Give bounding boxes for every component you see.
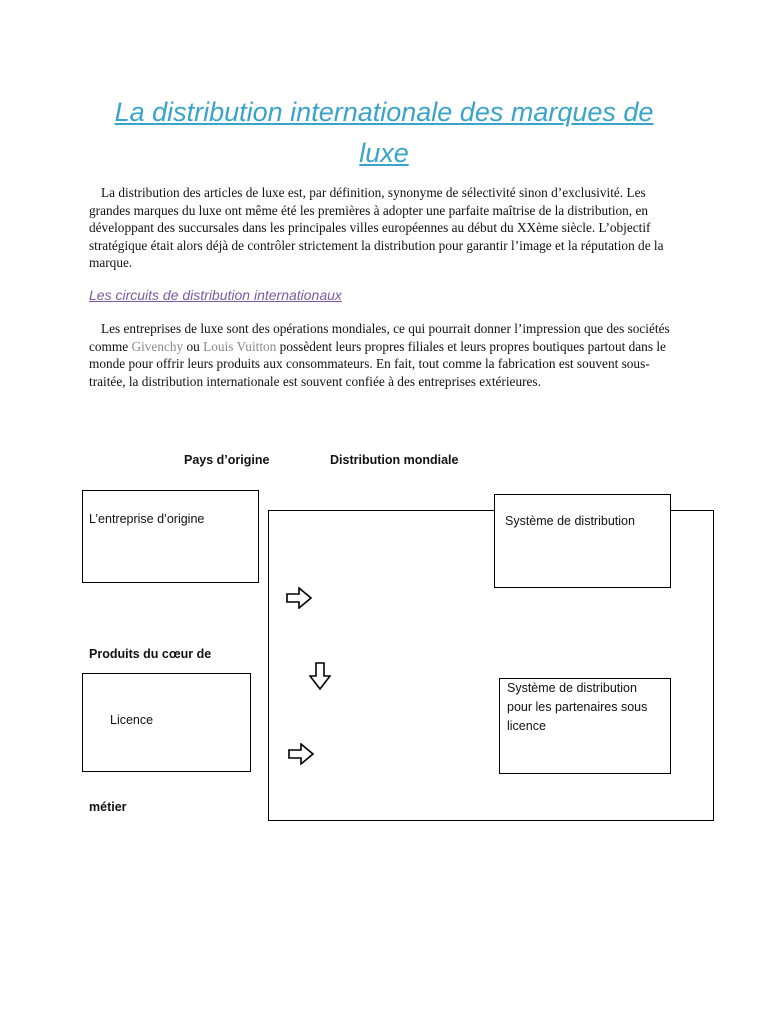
- header-pays-origine: Pays d’origine: [184, 453, 270, 467]
- circuits-paragraph-or: ou: [183, 338, 204, 354]
- box-entreprise-origine-label: L’entreprise d’origine: [89, 512, 205, 526]
- circuits-paragraph: [89, 320, 685, 390]
- box-partenaires-licence-label: [507, 679, 647, 736]
- label-metier: métier: [89, 800, 127, 814]
- box-systeme-distribution: [494, 494, 671, 588]
- arrow-right-icon: [286, 587, 312, 609]
- box-licence-label: Licence: [110, 713, 154, 727]
- brand-louis-vuitton: Louis Vuitton: [203, 338, 277, 354]
- intro-paragraph-text: La distribution des articles de luxe est, par définition, synonyme de sélectivité sinon d’exclusivité. Les grandes marques du luxe ont même été les premières à adopter une parfaite maîtrise de la distribution, en développant des succursales dans les principales villes européennes au début du XXème siècle. L’objectif stratégique était alors déjà de contrôler strictement la distribution pour garantir l’image et la réputation de la marque.: [89, 185, 664, 270]
- box-licence: [82, 673, 251, 772]
- circuits-paragraph-end: possèdent leurs propres filiales et leurs propres boutiques partout dans le monde pour offrir leurs produits aux consommateurs. En fait, tout comme la fabrication est souvent sous-traitée, la distribution internationale est souvent confiée à des entreprises extérieures.: [89, 338, 666, 389]
- page-title: [80, 92, 688, 174]
- box-partenaires-line-3: licence: [507, 719, 546, 733]
- title-line-2: luxe: [359, 138, 409, 168]
- box-partenaires-line-1: Système de distribution: [507, 681, 637, 695]
- intro-paragraph: [89, 184, 685, 272]
- brand-givenchy: Givenchy: [131, 338, 184, 354]
- box-partenaires-line-2: pour les partenaires sous: [507, 700, 648, 714]
- label-produits-coeur: Produits du cœur de: [89, 647, 212, 661]
- section-title: Les circuits de distribution internationaux: [89, 287, 342, 303]
- circuits-paragraph-start: Les entreprises de luxe sont des opérations mondiales, ce qui pourrait donner l’impression que des sociétés comme: [89, 321, 670, 354]
- box-entreprise-origine: [82, 490, 259, 583]
- box-systeme-distribution-label: Système de distribution: [505, 514, 635, 528]
- arrow-right-icon: [288, 743, 314, 765]
- header-distribution-mondiale: Distribution mondiale: [330, 453, 459, 467]
- title-line-1: La distribution internationale des marques de: [114, 97, 654, 127]
- arrow-down-icon: [309, 662, 331, 690]
